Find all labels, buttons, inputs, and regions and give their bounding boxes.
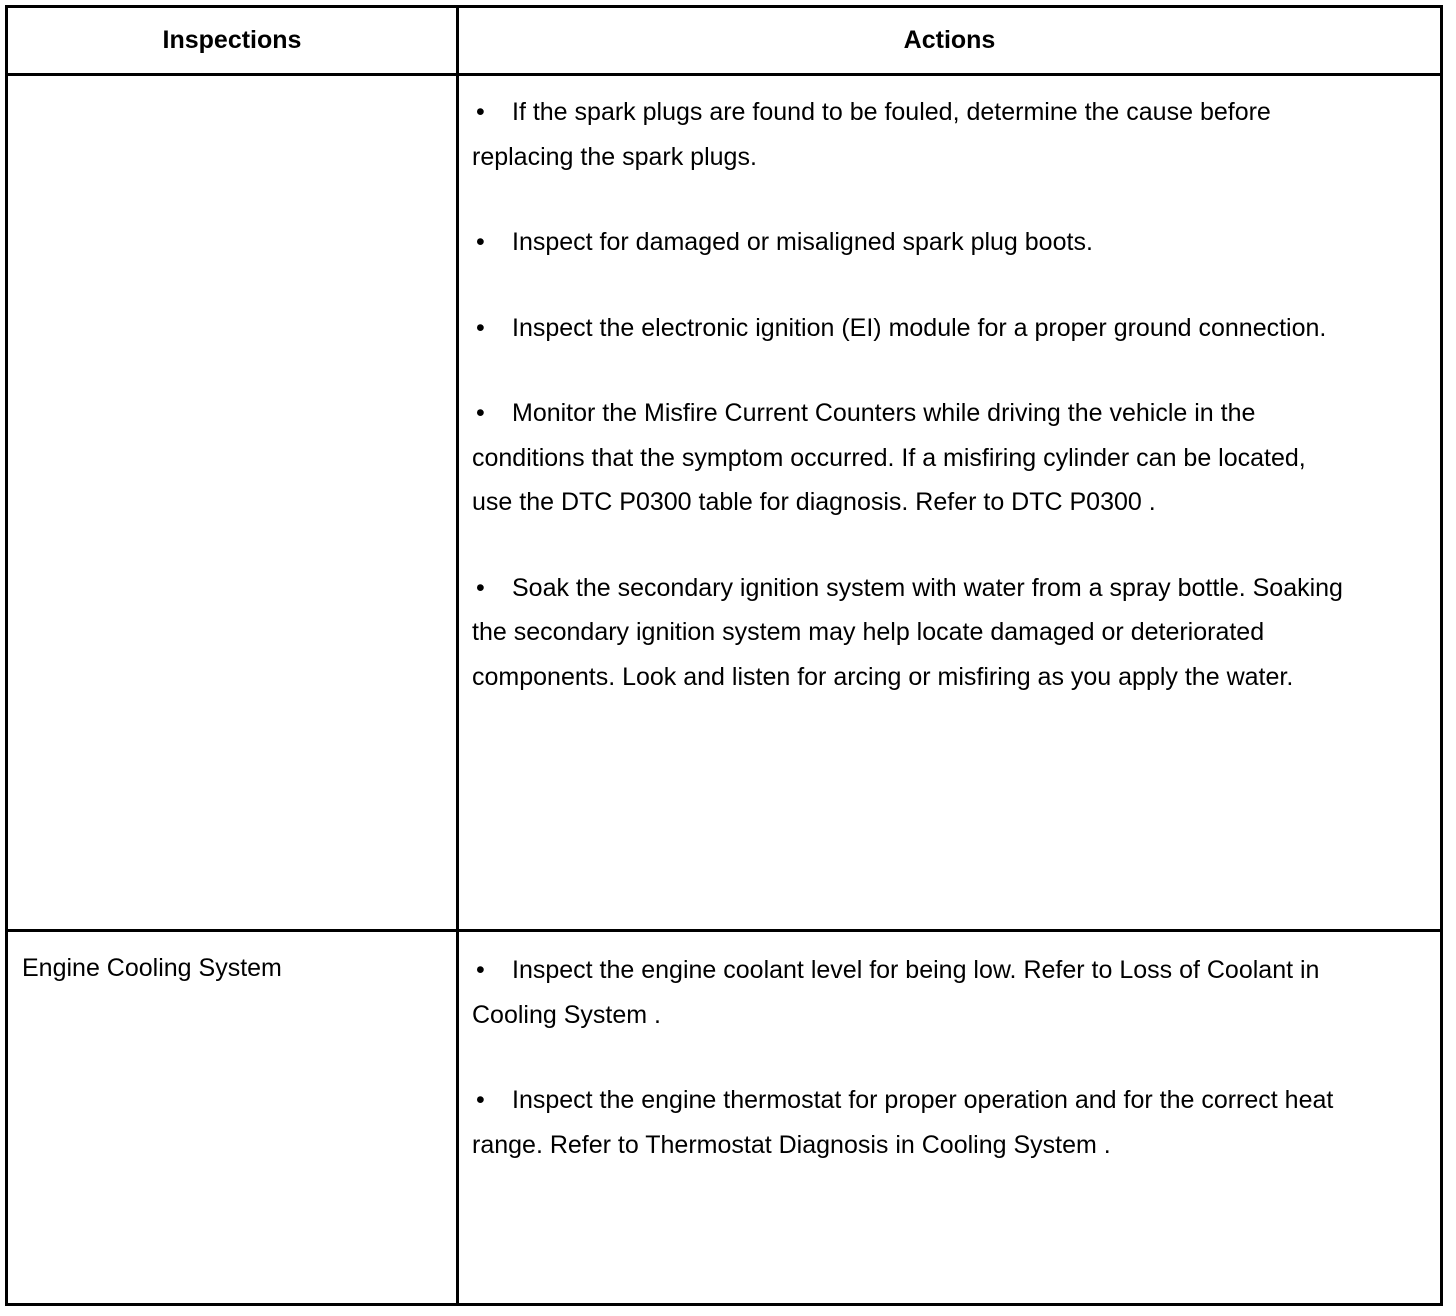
header-divider xyxy=(8,73,1440,76)
action-text: If the spark plugs are found to be fouled, determine the cause before replacing the spark plugs. xyxy=(472,98,1271,171)
row-divider xyxy=(8,929,1440,932)
inspection-table xyxy=(5,5,1443,1306)
action-item xyxy=(472,220,1352,265)
header-inspections: Inspections xyxy=(162,26,302,54)
column-divider xyxy=(456,8,459,1303)
bullet-icon: • xyxy=(476,956,485,984)
action-item xyxy=(472,1078,1352,1167)
action-text: Inspect for damaged or misaligned spark plug boots. xyxy=(512,228,1093,256)
row-1-actions xyxy=(472,948,1352,1208)
action-item xyxy=(472,948,1352,1037)
action-item xyxy=(472,90,1352,179)
action-text: Inspect the engine thermostat for proper operation and for the correct heat range. Refer to Thermostat Diagnosis in Cooling System . xyxy=(472,1086,1334,1159)
row-0-actions xyxy=(472,90,1352,740)
action-item xyxy=(472,391,1352,525)
row-1-inspection: Engine Cooling System xyxy=(22,954,282,982)
action-text: Soak the secondary ignition system with water from a spray bottle. Soaking the secondary ignition system may help locate damaged or deteriorated components. Look and listen for arcing or misfiring as you apply the water. xyxy=(472,573,1343,691)
action-text: Monitor the Misfire Current Counters while driving the vehicle in the conditions that the symptom occurred. If a misfiring cylinder can be located, use the DTC P0300 table for diagnosis. Refer to DTC P0300 . xyxy=(472,399,1306,516)
action-item xyxy=(472,566,1352,700)
header-actions: Actions xyxy=(903,26,996,54)
bullet-icon: • xyxy=(476,573,485,602)
bullet-icon: • xyxy=(476,399,485,427)
bullet-icon: • xyxy=(476,1086,485,1114)
action-item xyxy=(472,306,1352,351)
bullet-icon: • xyxy=(476,228,485,256)
action-text: Inspect the engine coolant level for being low. Refer to Loss of Coolant in Cooling System . xyxy=(472,956,1320,1029)
action-text: Inspect the electronic ignition (EI) module for a proper ground connection. xyxy=(512,313,1327,342)
bullet-icon: • xyxy=(476,313,485,342)
bullet-icon: • xyxy=(476,98,485,126)
